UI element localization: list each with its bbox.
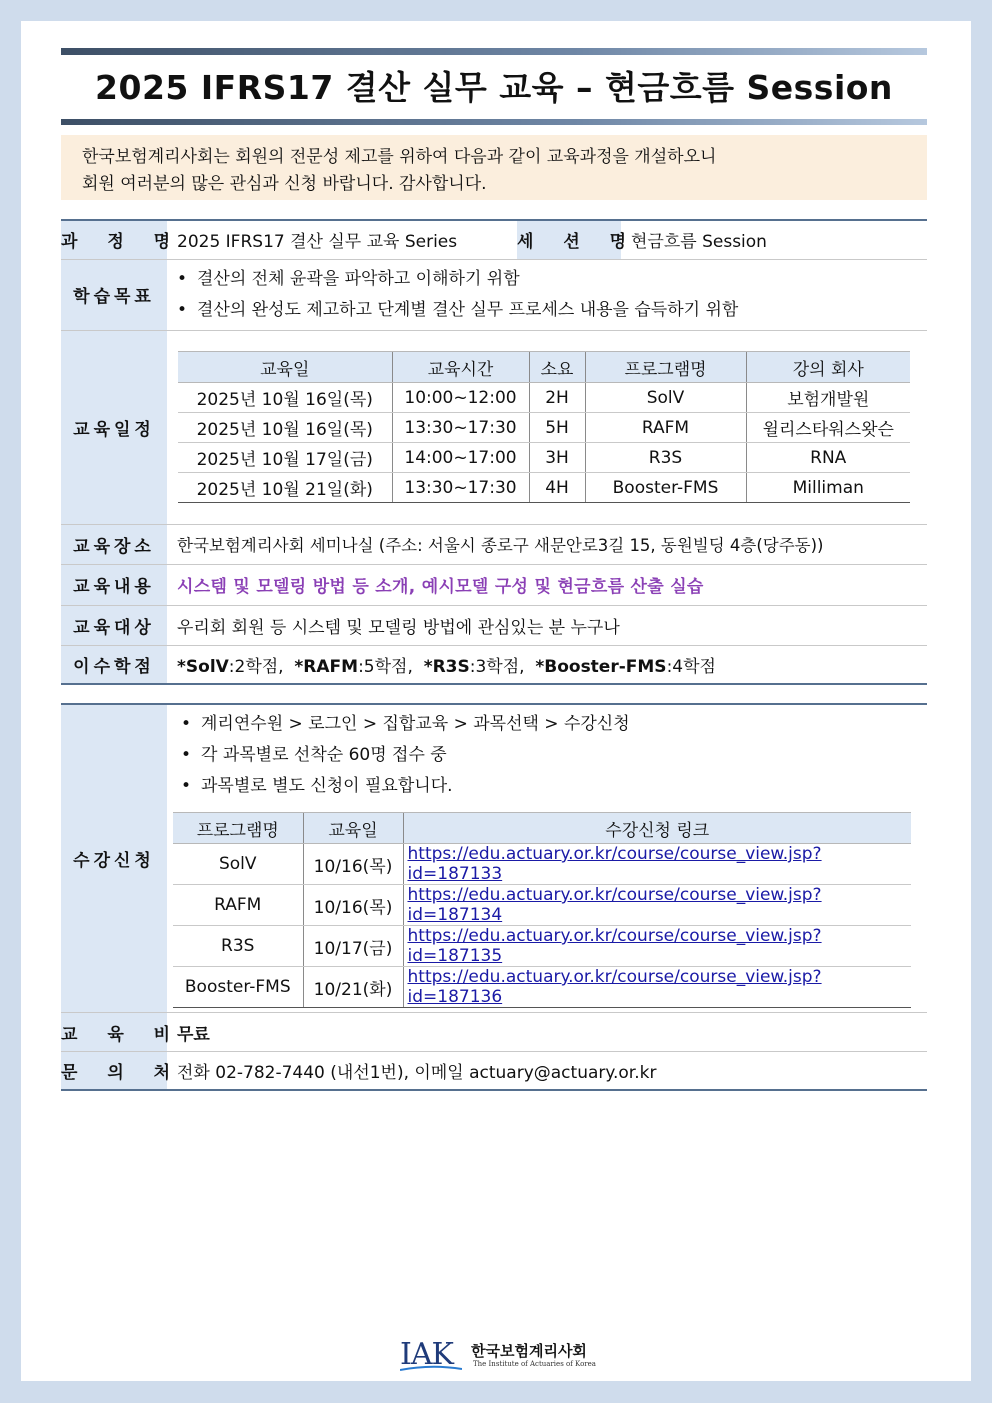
registration-link[interactable]: https://edu.actuary.or.kr/course/course_view.jsp?id=187135 (403, 926, 911, 967)
content-row (61, 564, 927, 605)
registration-link-row (173, 926, 911, 967)
schedule-table-row (178, 413, 910, 443)
org-name-en: The Institute of Actuaries of Korea (473, 1360, 596, 1368)
schedule-cell: 2025년 10월 16일(목) (178, 383, 392, 413)
target-value: 우리회 회원 등 시스템 및 모델링 방법에 관심있는 분 누구나 (167, 605, 927, 645)
goals-row (61, 259, 927, 330)
schedule-cell: 2H (529, 383, 585, 413)
logo-swoosh-icon (400, 1364, 462, 1372)
schedule-cell: 2025년 10월 17일(금) (178, 443, 392, 473)
content-label: 교육내용 (61, 564, 167, 605)
registration-link-row (173, 844, 911, 885)
registration-header: 교육일 (303, 813, 403, 844)
schedule-cell: 보험개발원 (746, 383, 910, 413)
credit-program: *RAFM (294, 656, 359, 677)
title-rule-bottom (61, 119, 927, 125)
registration-row (61, 704, 927, 1013)
registration-label: 수강신청 (61, 704, 167, 1013)
goal-item: • 결산의 전체 윤곽을 파악하고 이해하기 위함 (171, 264, 927, 295)
place-value: 한국보험계리사회 세미나실 (주소: 서울시 종로구 새문안로3길 15, 동원빌딩 4층(당주동)) (167, 524, 927, 564)
registration-table (61, 703, 927, 1091)
schedule-cell: 3H (529, 443, 585, 473)
schedule-cell: Milliman (746, 473, 910, 503)
place-row (61, 524, 927, 564)
contact-row (61, 1052, 927, 1090)
registration-header: 수강신청 링크 (403, 813, 911, 844)
schedule-table-row (178, 443, 910, 473)
registration-step: • 계리연수원 > 로그인 > 집합교육 > 과목선택 > 수강신청 (175, 709, 927, 740)
schedule-table-row (178, 383, 910, 413)
goal-item: • 결산의 완성도 제고하고 단계별 결산 실무 프로세스 내용을 습득하기 위함 (171, 295, 927, 326)
fee-label: 교 육 비 (61, 1013, 167, 1052)
intro-box (61, 135, 927, 200)
registration-link[interactable]: https://edu.actuary.or.kr/course/course_view.jsp?id=187134 (403, 885, 911, 926)
schedule-header: 소요 (529, 352, 585, 383)
credit-program: *Booster-FMS (535, 656, 667, 677)
course-row (61, 220, 927, 259)
registration-step: • 각 과목별로 선착순 60명 접수 중 (175, 740, 927, 771)
target-label: 교육대상 (61, 605, 167, 645)
schedule-cell: 5H (529, 413, 585, 443)
registration-link[interactable]: https://edu.actuary.or.kr/course/course_view.jsp?id=187133 (403, 844, 911, 885)
title-rule-top (61, 48, 927, 55)
credit-amount: :4학점 (666, 656, 716, 677)
credit-amount: :3학점, (469, 656, 525, 677)
registration-cell: Booster-FMS (173, 967, 303, 1008)
schedule-cell: R3S (585, 443, 746, 473)
registration-cell: 10/16(목) (303, 885, 403, 926)
registration-cell: SolV (173, 844, 303, 885)
credit-amount: :5학점, (358, 656, 413, 677)
credit-program: *SolV (177, 656, 229, 677)
schedule-cell: Booster-FMS (585, 473, 746, 503)
schedule-header: 교육시간 (392, 352, 529, 383)
registration-link-row (173, 967, 911, 1008)
schedule-cell: 4H (529, 473, 585, 503)
schedule-cell: SolV (585, 383, 746, 413)
logo-mark: IAK (400, 1337, 453, 1372)
registration-header: 프로그램명 (173, 813, 303, 844)
course-label: 과 정 명 (61, 220, 167, 259)
fee-row (61, 1013, 927, 1052)
registration-links-table (173, 812, 911, 1008)
schedule-cell: 14:00~17:00 (392, 443, 529, 473)
registration-cell: 10/16(목) (303, 844, 403, 885)
place-label: 교육장소 (61, 524, 167, 564)
fee-value: 무료 (167, 1013, 927, 1052)
schedule-cell: RAFM (585, 413, 746, 443)
credits-row (61, 645, 927, 684)
schedule-table-row (178, 473, 910, 503)
content-value: 시스템 및 모델링 방법 등 소개, 예시모델 구성 및 현금흐름 산출 실습 (167, 564, 927, 605)
registration-cell: 10/21(화) (303, 967, 403, 1008)
registration-link-row (173, 885, 911, 926)
schedule-cell: 윌리스타워스왓슨 (746, 413, 910, 443)
schedule-cell: 2025년 10월 16일(목) (178, 413, 392, 443)
page (21, 21, 971, 1381)
registration-steps (175, 709, 927, 802)
schedule-cell: RNA (746, 443, 910, 473)
credits-label: 이수학점 (61, 645, 167, 684)
session-label: 세 션 명 (517, 220, 621, 259)
schedule-header: 교육일 (178, 352, 392, 383)
schedule-cell: 2025년 10월 21일(화) (178, 473, 392, 503)
schedule-row (61, 330, 927, 524)
schedule-header: 강의 회사 (746, 352, 910, 383)
registration-link[interactable]: https://edu.actuary.or.kr/course/course_view.jsp?id=187136 (403, 967, 911, 1008)
schedule-cell: 13:30~17:30 (392, 473, 529, 503)
schedule-header: 프로그램명 (585, 352, 746, 383)
registration-step: • 과목별로 별도 신청이 필요합니다. (175, 771, 927, 802)
credit-program: *R3S (423, 656, 470, 677)
session-value: 현금흐름 Session (621, 220, 927, 259)
schedule-cell: 10:00~12:00 (392, 383, 529, 413)
info-table (61, 219, 927, 685)
page-title: 2025 IFRS17 결산 실무 교육 – 현금흐름 Session (95, 68, 893, 107)
registration-cell: 10/17(금) (303, 926, 403, 967)
registration-cell: RAFM (173, 885, 303, 926)
schedule-table (178, 351, 910, 503)
contact-value: 전화 02-782-7440 (내선1번), 이메일 actuary@actuary.or.kr (167, 1052, 927, 1090)
schedule-cell: 13:30~17:30 (392, 413, 529, 443)
goals-label: 학습목표 (61, 259, 167, 330)
goals-list (171, 264, 927, 326)
contact-label: 문 의 처 (61, 1052, 167, 1090)
intro-line-1: 한국보험계리사회는 회원의 전문성 제고를 위하여 다음과 같이 교육과정을 개설하오니 (82, 147, 717, 167)
registration-cell: R3S (173, 926, 303, 967)
intro-line-2: 회원 여러분의 많은 관심과 신청 바랍니다. 감사합니다. (82, 174, 487, 194)
credits-value (167, 645, 927, 684)
credit-amount: :2학점, (228, 656, 284, 677)
course-value: 2025 IFRS17 결산 실무 교육 Series (167, 220, 517, 259)
footer-logo (21, 1334, 971, 1374)
target-row (61, 605, 927, 645)
org-name-kr: 한국보험계리사회 (471, 1342, 587, 1360)
schedule-label: 교육일정 (61, 330, 167, 524)
